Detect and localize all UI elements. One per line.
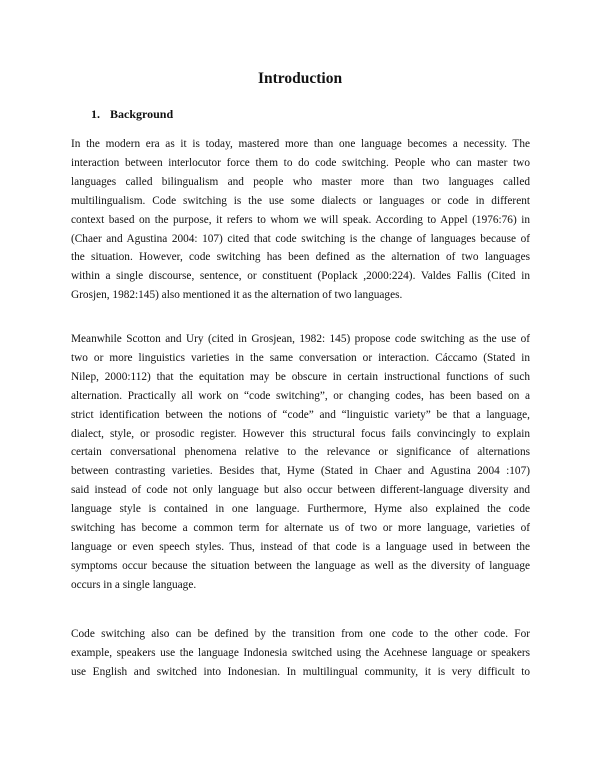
paragraph-3 (71, 625, 530, 682)
page-title: Introduction (257, 70, 343, 87)
text-line: example, speakers use the language Indonesia switched using the Acehnese language or speakers (71, 646, 530, 659)
text-line: Nilep, 2000:112) that the equitation may be obscure in certain instructional functions of such (71, 370, 530, 383)
text-line: two or more linguistics varieties in the same conversation or interaction. Cáccamo (Stated in (71, 351, 530, 364)
text-line: In the modern era as it is today, mastered more than one language becomes a necessity. The (71, 138, 530, 150)
text-line: language or even speech styles. Thus, instead of that code is a language used in between the (71, 540, 530, 553)
text-line: alternation. Practically all work on “code switching”, or changing codes, has been based on a (71, 389, 530, 402)
text-line: symptoms occur because the situation between the language as well as the diversity of language (71, 559, 530, 572)
text-line: Meanwhile Scotton and Ury (cited in Grosjean, 1982: 145) propose code switching as the use of (71, 333, 530, 345)
section-number: 1. (91, 107, 100, 121)
paragraph-1 (71, 135, 530, 305)
text-line: use English and switched into Indonesian. In multilingual community, it is very difficult to (71, 665, 530, 678)
text-line: strict identification between the notions of “code” and “linguistic variety” be that a language, (71, 408, 530, 421)
text-line: within a single discourse, sentence, or constituent (Poplack ,2000:224). Valdes Fallis (Cited in (71, 270, 530, 283)
text-line: Grosjen, 1982:145) also mentioned it as the alternation of two languages. (71, 289, 403, 302)
text-line: dialect, style, or prosodic register. However this structural focus fails convincingly to explain (71, 427, 530, 440)
text-line: between contrasting varieties. Besides that, Hyme (Stated in Chaer and Agustina 2004 :107) (71, 465, 530, 478)
text-line: said instead of code not only language but also occur between different-language diversity and (71, 484, 530, 497)
section-heading-text: Background (110, 107, 174, 121)
text-line: (Chaer and Agustina 2004: 107) cited that code switching is the change of languages because of (71, 232, 530, 245)
section-heading (91, 107, 173, 122)
text-line: interaction between interlocutor force them to do code switching. People who can master two (71, 156, 530, 169)
text-line: Code switching also can be defined by the transition from one code to the other code. For (71, 628, 530, 640)
text-line: certain conversational phenomena relative to the relevance or significance of alternations (71, 446, 530, 459)
paragraph-2 (71, 330, 530, 595)
text-line: switching has become a common term for alternate us of two or more language, varieties of (71, 522, 530, 535)
text-line: languages called bilingualism and people who master more than two languages called (71, 175, 530, 188)
text-line: the situation. However, code switching has been defined as the alternation of two languages (71, 251, 530, 264)
text-line: multilingualism. Code switching is the use some dialects or languages or code in different (71, 194, 530, 207)
text-line: occurs in a single language. (71, 578, 197, 591)
text-line: context based on the purpose, it refers to whom we will speak. According to Appel (1976:76) in (71, 213, 530, 226)
text-line: language style is contained in one language. Furthermore, Hyme also explained the code (71, 503, 530, 516)
